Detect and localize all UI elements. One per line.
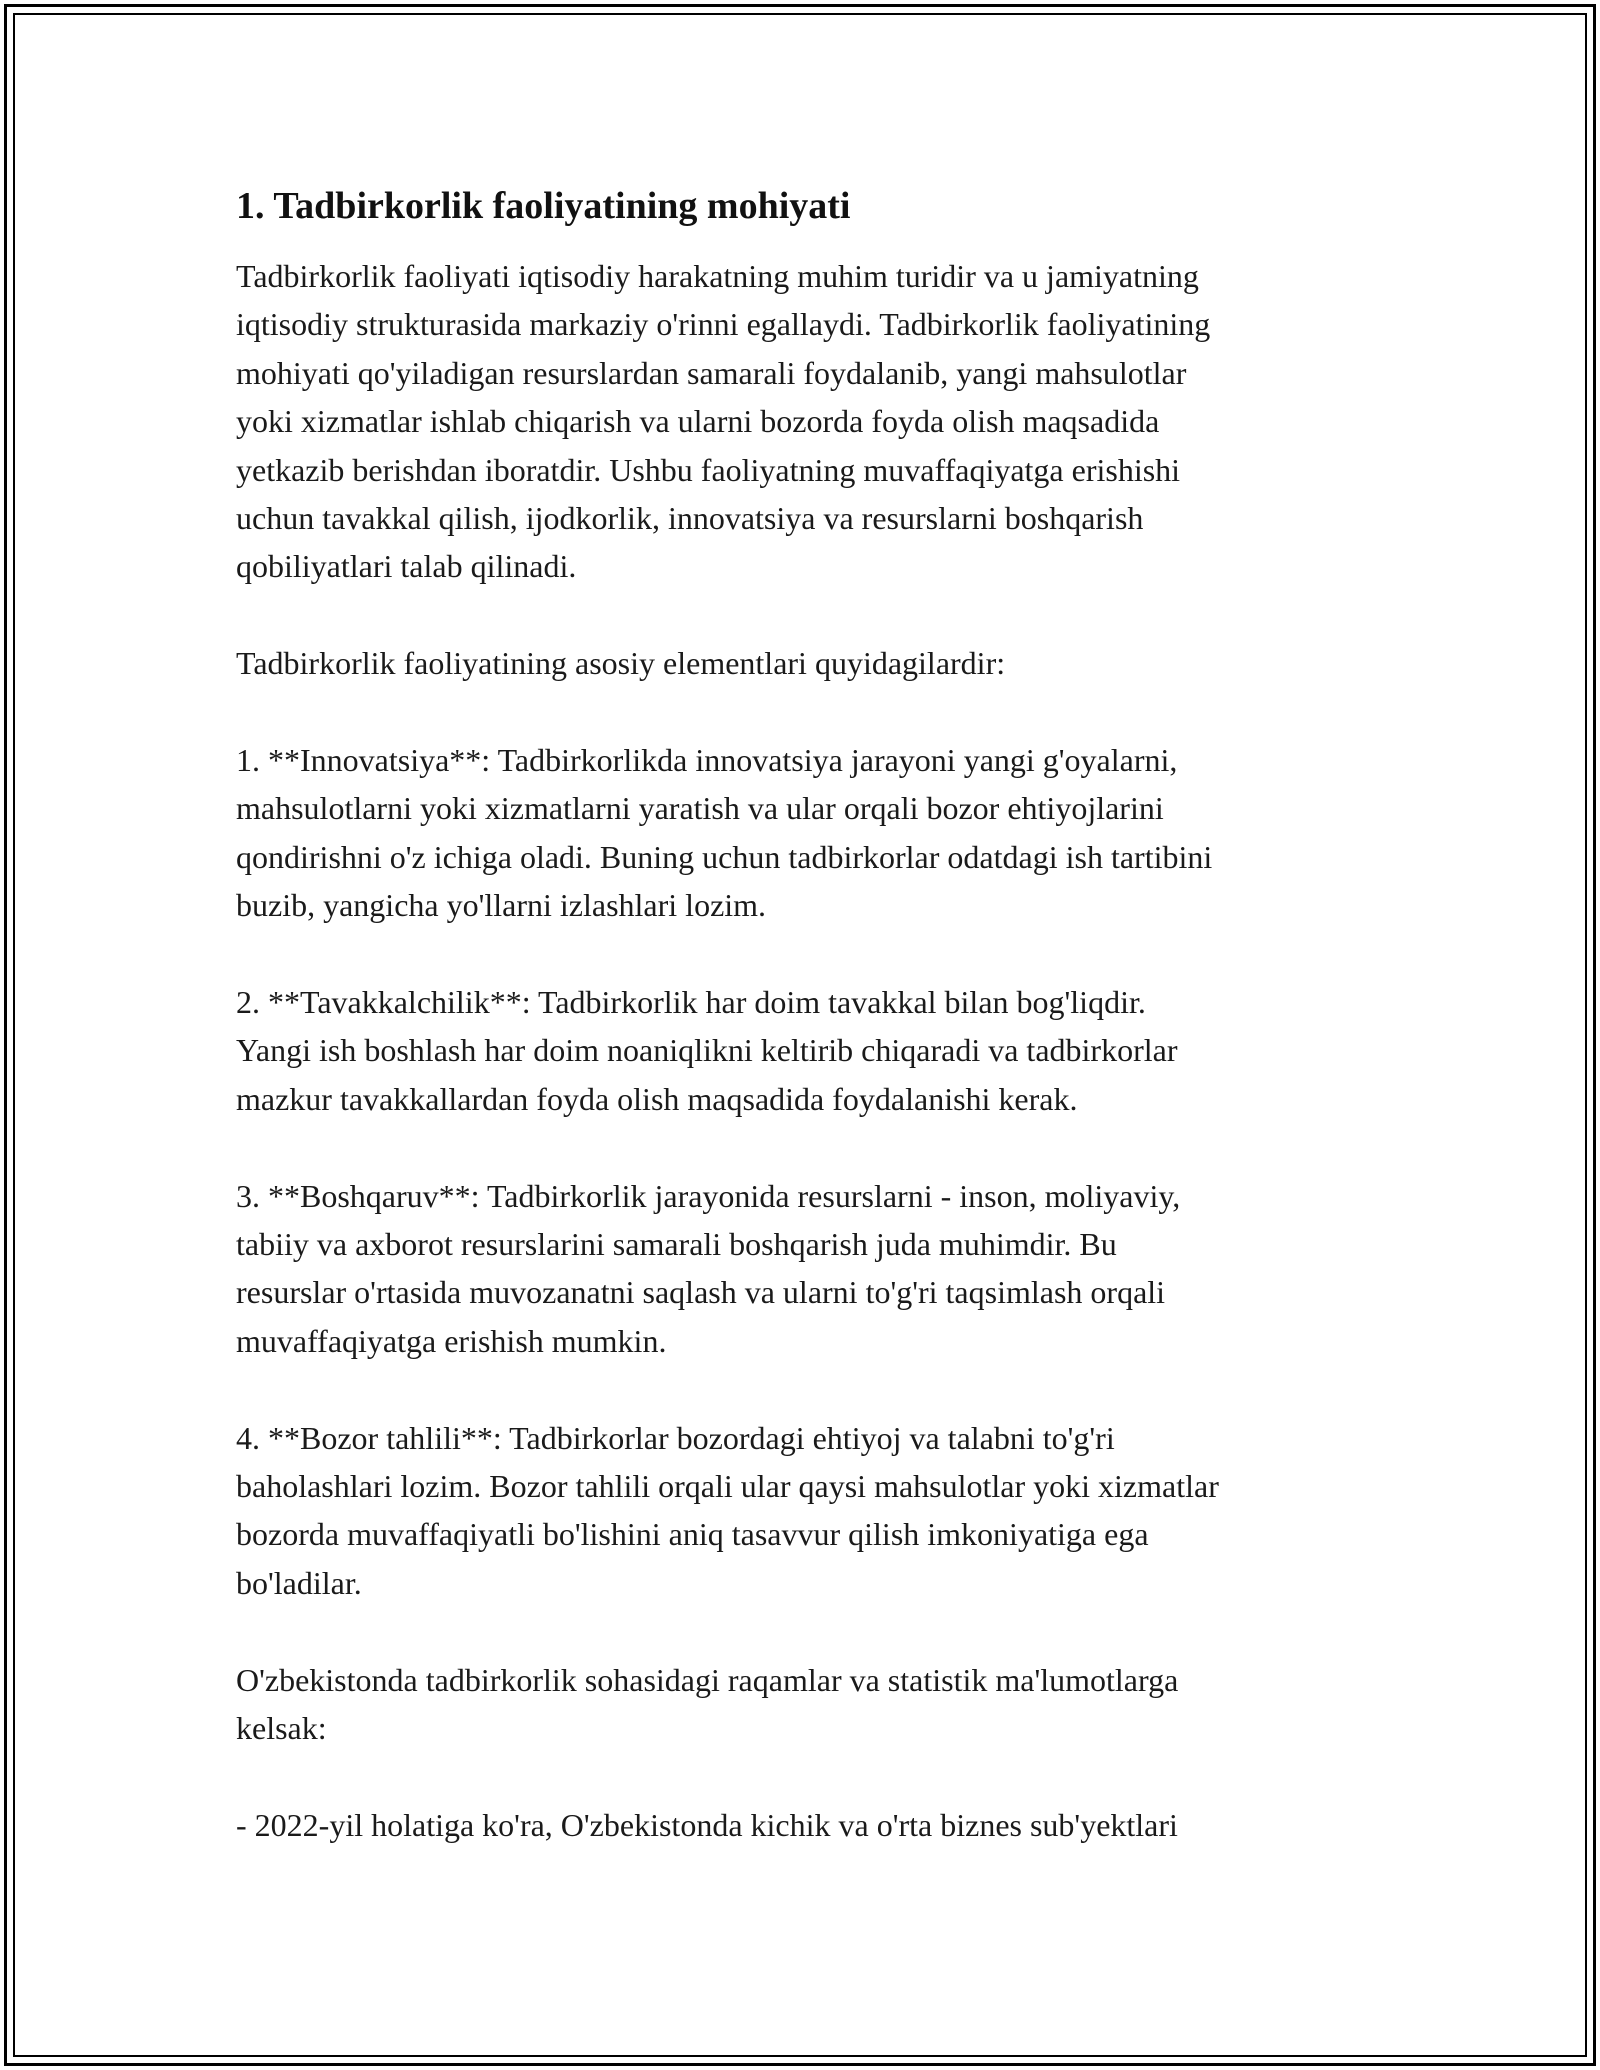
text-line: 4. **Bozor tahlili**: Tadbirkorlar bozordagi ehtiyoj va talabni to'g'ri <box>236 1419 1115 1456</box>
paragraph <box>236 1414 1386 1608</box>
text-line: bozorda muvaffaqiyatli bo'lishini aniq tasavvur qilish imkoniyatiga ega <box>236 1516 1149 1553</box>
paragraph <box>236 736 1386 930</box>
text-line: Tadbirkorlik faoliyati iqtisodiy harakatning muhim turidir va u jamiyatning <box>236 258 1199 294</box>
text-line: tabiiy va axborot resurslarini samarali boshqarish juda muhimdir. Bu <box>236 1226 1117 1263</box>
paragraph <box>236 252 1386 591</box>
document-body <box>236 182 1386 1898</box>
text-line: mahsulotlarni yoki xizmatlarni yaratish va ular orqali bozor ehtiyojlarini <box>236 790 1164 827</box>
text-line: 1. **Innovatsiya**: Tadbirkorlikda innovatsiya jarayoni yangi g'oyalarni, <box>236 742 1178 779</box>
text-line: kelsak: <box>236 1710 327 1747</box>
text-line: 2. **Tavakkalchilik**: Tadbirkorlik har doim tavakkal bilan bog'liqdir. <box>236 984 1146 1021</box>
paragraph <box>236 1801 1386 1849</box>
text-line: qobiliyatlari talab qilinadi. <box>236 548 577 585</box>
text-line: uchun tavakkal qilish, ijodkorlik, innovatsiya va resurslarni boshqarish <box>236 500 1144 537</box>
text-line: O'zbekistonda tadbirkorlik sohasidagi raqamlar va statistik ma'lumotlarga <box>236 1661 1179 1698</box>
text-line: buzib, yangicha yo'llarni izlashlari lozim. <box>236 887 767 924</box>
text-line: iqtisodiy strukturasida markaziy o'rinni egallaydi. Tadbirkorlik faoliyatining <box>236 306 1211 343</box>
text-line: muvaffaqiyatga erishish mumkin. <box>236 1322 667 1359</box>
paragraph-list <box>236 252 1386 1849</box>
text-line: bo'ladilar. <box>236 1564 362 1601</box>
text-line: - 2022-yil holatiga ko'ra, O'zbekistonda kichik va o'rta biznes sub'yektlari <box>236 1806 1178 1843</box>
text-line: Tadbirkorlik faoliyatining asosiy elementlari quyidagilardir: <box>236 645 1006 682</box>
text-line: mohiyati qo'yiladigan resurslardan samarali foydalanib, yangi mahsulotlar <box>236 354 1187 391</box>
text-line: qondirishni o'z ichiga oladi. Buning uchun tadbirkorlar odatdagi ish tartibini <box>236 838 1213 875</box>
section-heading: 1. Tadbirkorlik faoliyatining mohiyati <box>236 185 851 227</box>
paragraph <box>236 1172 1386 1366</box>
text-line: resurslar o'rtasida muvozanatni saqlash va ularni to'g'ri taqsimlash orqali <box>236 1274 1166 1311</box>
paragraph <box>236 639 1386 687</box>
paragraph <box>236 1656 1386 1753</box>
text-line: yetkazib berishdan iboratdir. Ushbu faoliyatning muvaffaqiyatga erishishi <box>236 451 1181 488</box>
text-line: baholashlari lozim. Bozor tahlili orqali ular qaysi mahsulotlar yoki xizmatlar <box>236 1468 1219 1505</box>
text-line: 3. **Boshqaruv**: Tadbirkorlik jarayonida resurslarni - inson, moliyaviy, <box>236 1177 1181 1214</box>
paragraph <box>236 978 1386 1123</box>
text-line: Yangi ish boshlash har doim noaniqlikni keltirib chiqaradi va tadbirkorlar <box>236 1032 1178 1069</box>
text-line: mazkur tavakkallardan foyda olish maqsadida foydalanishi kerak. <box>236 1080 1078 1117</box>
text-line: yoki xizmatlar ishlab chiqarish va ularni bozorda foyda olish maqsadida <box>236 403 1160 440</box>
